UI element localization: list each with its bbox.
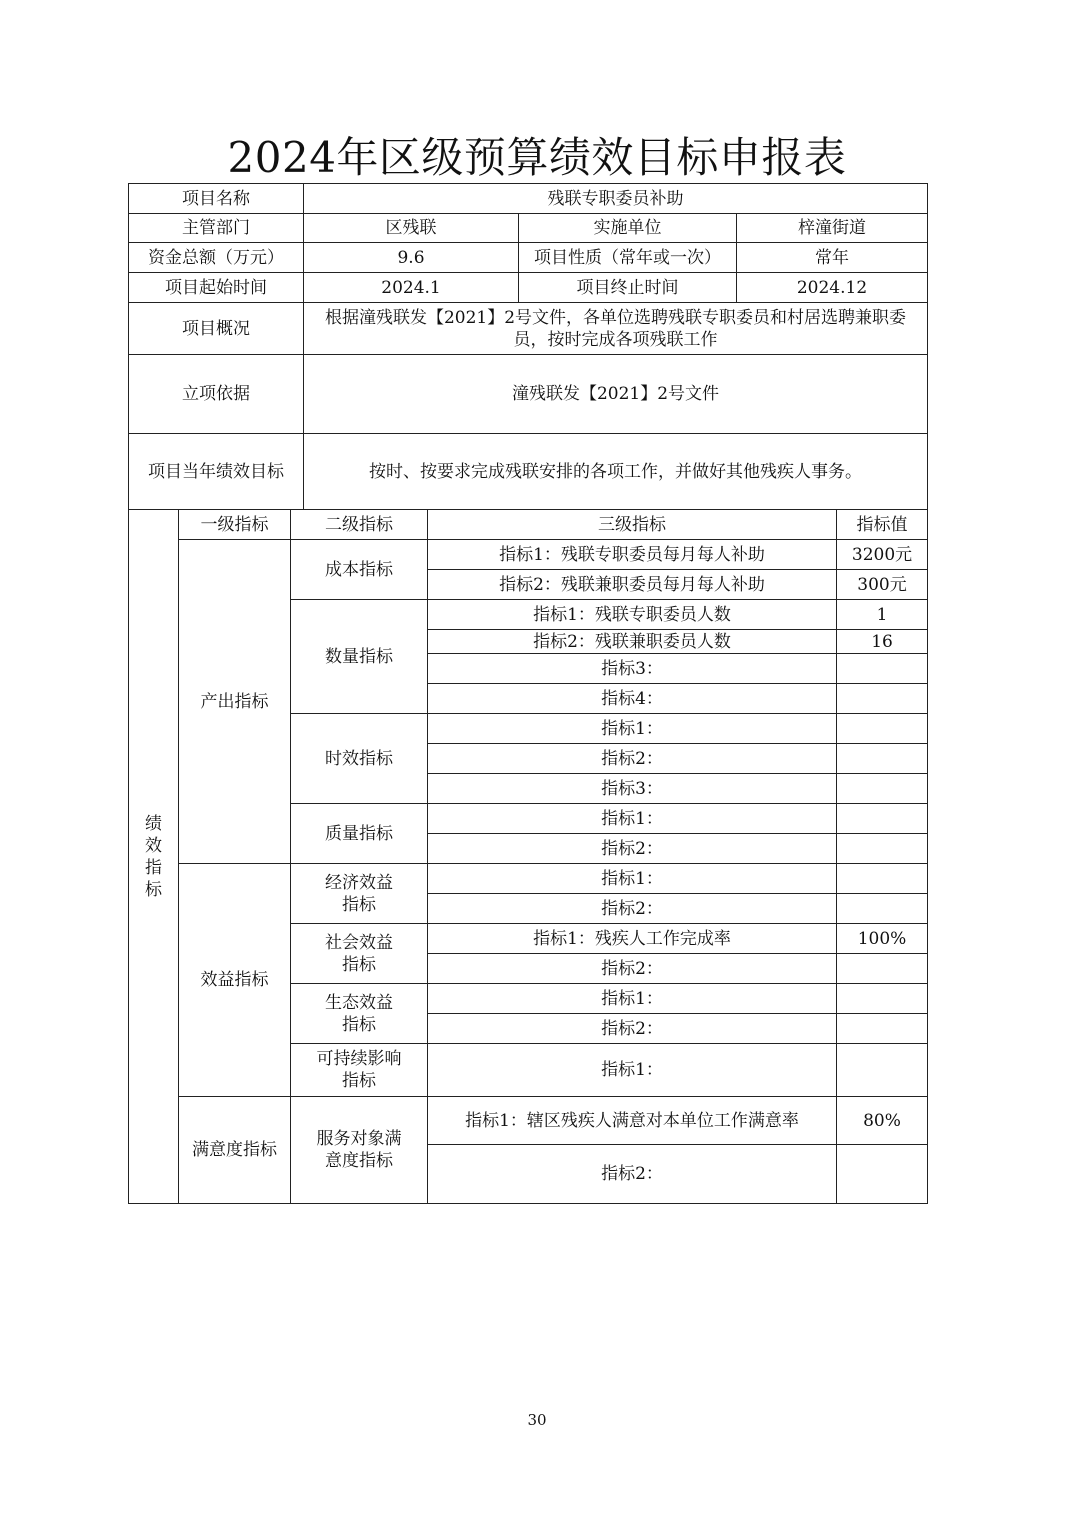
indicator-row: 指标1：残联专职委员人数 — [428, 600, 837, 630]
overview-label: 项目概况 — [129, 303, 304, 355]
output-indicator: 产出指标 — [179, 540, 291, 864]
sustainability-indicator: 可持续影响指标 — [291, 1044, 428, 1097]
basis-value: 潼残联发【2021】2号文件 — [304, 355, 928, 434]
indicator-row: 指标2： — [428, 744, 837, 774]
indicator-row: 指标2：残联兼职委员人数 — [428, 630, 837, 654]
overview-value: 根据潼残联发【2021】2号文件，各单位选聘残联专职委员和村居选聘兼职委员，按时完成各项残联工作 — [304, 303, 928, 355]
impl-value: 梓潼街道 — [737, 214, 928, 243]
budget-form-table — [128, 183, 928, 1204]
benefit-indicator: 效益指标 — [179, 864, 291, 1097]
indicator-value — [837, 834, 928, 864]
quantity-indicator: 数量指标 — [291, 600, 428, 714]
funds-label: 资金总额（万元） — [129, 243, 304, 273]
indicator-value — [837, 684, 928, 714]
indicator-value: 100% — [837, 924, 928, 954]
perf-side-label: 绩效指标 — [129, 510, 179, 1204]
indicator-value — [837, 1145, 928, 1204]
indicator-row: 指标1： — [428, 714, 837, 744]
nature-value: 常年 — [737, 243, 928, 273]
goal-label: 项目当年绩效目标 — [129, 434, 304, 510]
indicator-value — [837, 1044, 928, 1097]
indicator-row: 指标1：残疾人工作完成率 — [428, 924, 837, 954]
indicator-row: 指标1：残联专职委员每月每人补助 — [428, 540, 837, 570]
indicator-row: 指标2： — [428, 1014, 837, 1044]
dept-label: 主管部门 — [129, 214, 304, 243]
basis-label: 立项依据 — [129, 355, 304, 434]
indicator-row: 指标1： — [428, 984, 837, 1014]
start-label: 项目起始时间 — [129, 273, 304, 303]
indicator-value: 1 — [837, 600, 928, 630]
indicator-row: 指标2： — [428, 1145, 837, 1204]
page-title: 2024年区级预算绩效目标申报表 — [227, 133, 847, 182]
start-value: 2024.1 — [304, 273, 519, 303]
cost-indicator: 成本指标 — [291, 540, 428, 600]
ecological-indicator: 生态效益指标 — [291, 984, 428, 1044]
goal-value: 按时、按要求完成残联安排的各项工作，并做好其他残疾人事务。 — [304, 434, 928, 510]
indicator-value — [837, 984, 928, 1014]
indicator-row: 指标1： — [428, 864, 837, 894]
indicator-row: 指标2： — [428, 954, 837, 984]
indicator-row: 指标3： — [428, 774, 837, 804]
indicator-value — [837, 1014, 928, 1044]
indicator-row: 指标1： — [428, 804, 837, 834]
indicator-value — [837, 804, 928, 834]
indicator-value: 80% — [837, 1097, 928, 1145]
indicator-value — [837, 954, 928, 984]
indicator-value — [837, 774, 928, 804]
header-level1: 一级指标 — [179, 510, 291, 540]
page-number: 30 — [527, 1411, 547, 1429]
indicator-value — [837, 744, 928, 774]
indicator-row: 指标2： — [428, 834, 837, 864]
funds-value: 9.6 — [304, 243, 519, 273]
indicator-value — [837, 714, 928, 744]
indicator-row: 指标2：残联兼职委员每月每人补助 — [428, 570, 837, 600]
indicator-value: 3200元 — [837, 540, 928, 570]
dept-value: 区残联 — [304, 214, 519, 243]
header-value: 指标值 — [837, 510, 928, 540]
end-label: 项目终止时间 — [519, 273, 737, 303]
header-level3: 三级指标 — [428, 510, 837, 540]
nature-label: 项目性质（常年或一次） — [519, 243, 737, 273]
indicator-row: 指标1： — [428, 1044, 837, 1097]
indicator-value: 16 — [837, 630, 928, 654]
end-value: 2024.12 — [737, 273, 928, 303]
social-indicator: 社会效益指标 — [291, 924, 428, 984]
header-level2: 二级指标 — [291, 510, 428, 540]
satisfaction-indicator: 满意度指标 — [179, 1097, 291, 1204]
indicator-row: 指标3： — [428, 654, 837, 684]
economic-indicator: 经济效益指标 — [291, 864, 428, 924]
indicator-value: 300元 — [837, 570, 928, 600]
indicator-value — [837, 894, 928, 924]
indicator-value — [837, 654, 928, 684]
quality-indicator: 质量指标 — [291, 804, 428, 864]
project-name-value: 残联专职委员补助 — [304, 184, 928, 214]
indicator-value — [837, 864, 928, 894]
timeliness-indicator: 时效指标 — [291, 714, 428, 804]
indicator-row: 指标4： — [428, 684, 837, 714]
impl-label: 实施单位 — [519, 214, 737, 243]
indicator-row: 指标1：辖区残疾人满意对本单位工作满意率 — [428, 1097, 837, 1145]
project-name-label: 项目名称 — [129, 184, 304, 214]
service-satisfaction-indicator: 服务对象满意度指标 — [291, 1097, 428, 1204]
indicator-row: 指标2： — [428, 894, 837, 924]
